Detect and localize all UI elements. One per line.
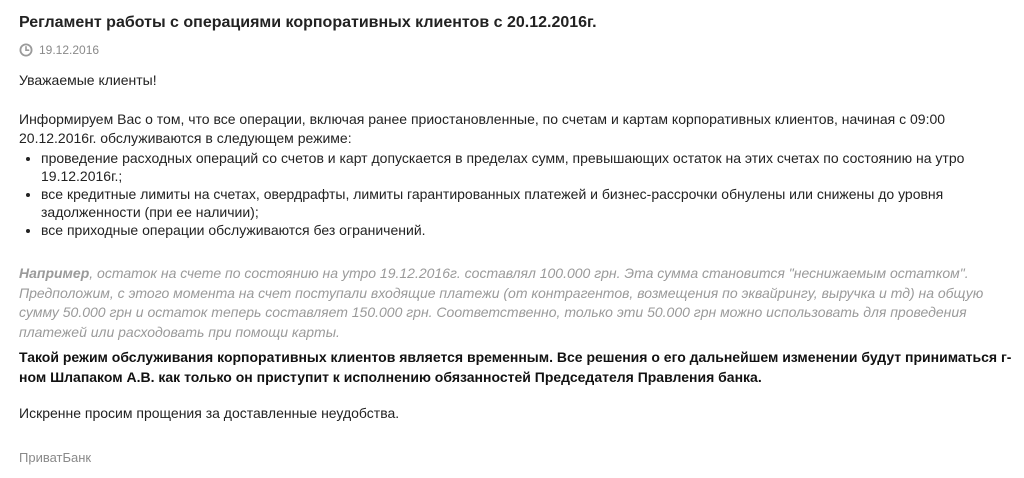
signature: ПриватБанк bbox=[19, 450, 92, 465]
article-date: 19.12.2016 bbox=[39, 43, 100, 57]
article-title: Регламент работы с операциями корпоративных клиентов с 20.12.2016г. bbox=[19, 14, 597, 31]
list-item: • проведение расходных операций со счетов и карт допускается в пределах сумм, превышающих остаток на этих счетах по состоянию на утро 19.12.2016г.; bbox=[41, 149, 1001, 185]
apology-paragraph: Искренне просим прощения за доставленные неудобства. bbox=[19, 405, 400, 421]
list-item: • все приходные операции обслуживаются без ограничений. bbox=[41, 221, 1001, 239]
list-item: • все кредитные лимиты на счетах, овердрафты, лимиты гарантированных платежей и бизнес-рассрочки обнулены или снижены до уровня задолженности (при ее наличии); bbox=[41, 185, 1001, 221]
intro-paragraph: Информируем Вас о том, что все операции, включая ранее приостановленные, по счетам и картам корпоративных клиентов, начиная с 09:00 20.12.2016г. обслуживаются в следующем режиме: bbox=[19, 111, 946, 146]
notice-paragraph: Такой режим обслуживания корпоративных клиентов является временным. Все решения о его дальнейшем изменении будут приниматься г-ном Шлапаком А.В. как только он приступит к исполнению обязанностей Председателя Правления банка. bbox=[19, 349, 1012, 385]
greeting: Уважаемые клиенты! bbox=[19, 72, 157, 88]
example-lead: Например bbox=[19, 265, 90, 281]
conditions-list bbox=[19, 149, 1001, 239]
article-dateline bbox=[19, 42, 99, 58]
example-paragraph bbox=[19, 264, 1009, 342]
clock-icon bbox=[19, 43, 33, 57]
example-text: , остаток на счете по состоянию на утро 19.12.2016г. составлял 100.000 грн. Эта сумма становится "неснижаемым остатком". Предположим, с этого момента на счет поступали входящие платежи (от контрагентов, возмещения по эквайрингу, выручка и тд) на общую сумму 50.000 грн и остаток теперь составляет 150.000 грн. Соответственно, только эти 50.000 грн можно использовать для проведения платежей или расходовать при помощи карты. bbox=[19, 265, 984, 340]
